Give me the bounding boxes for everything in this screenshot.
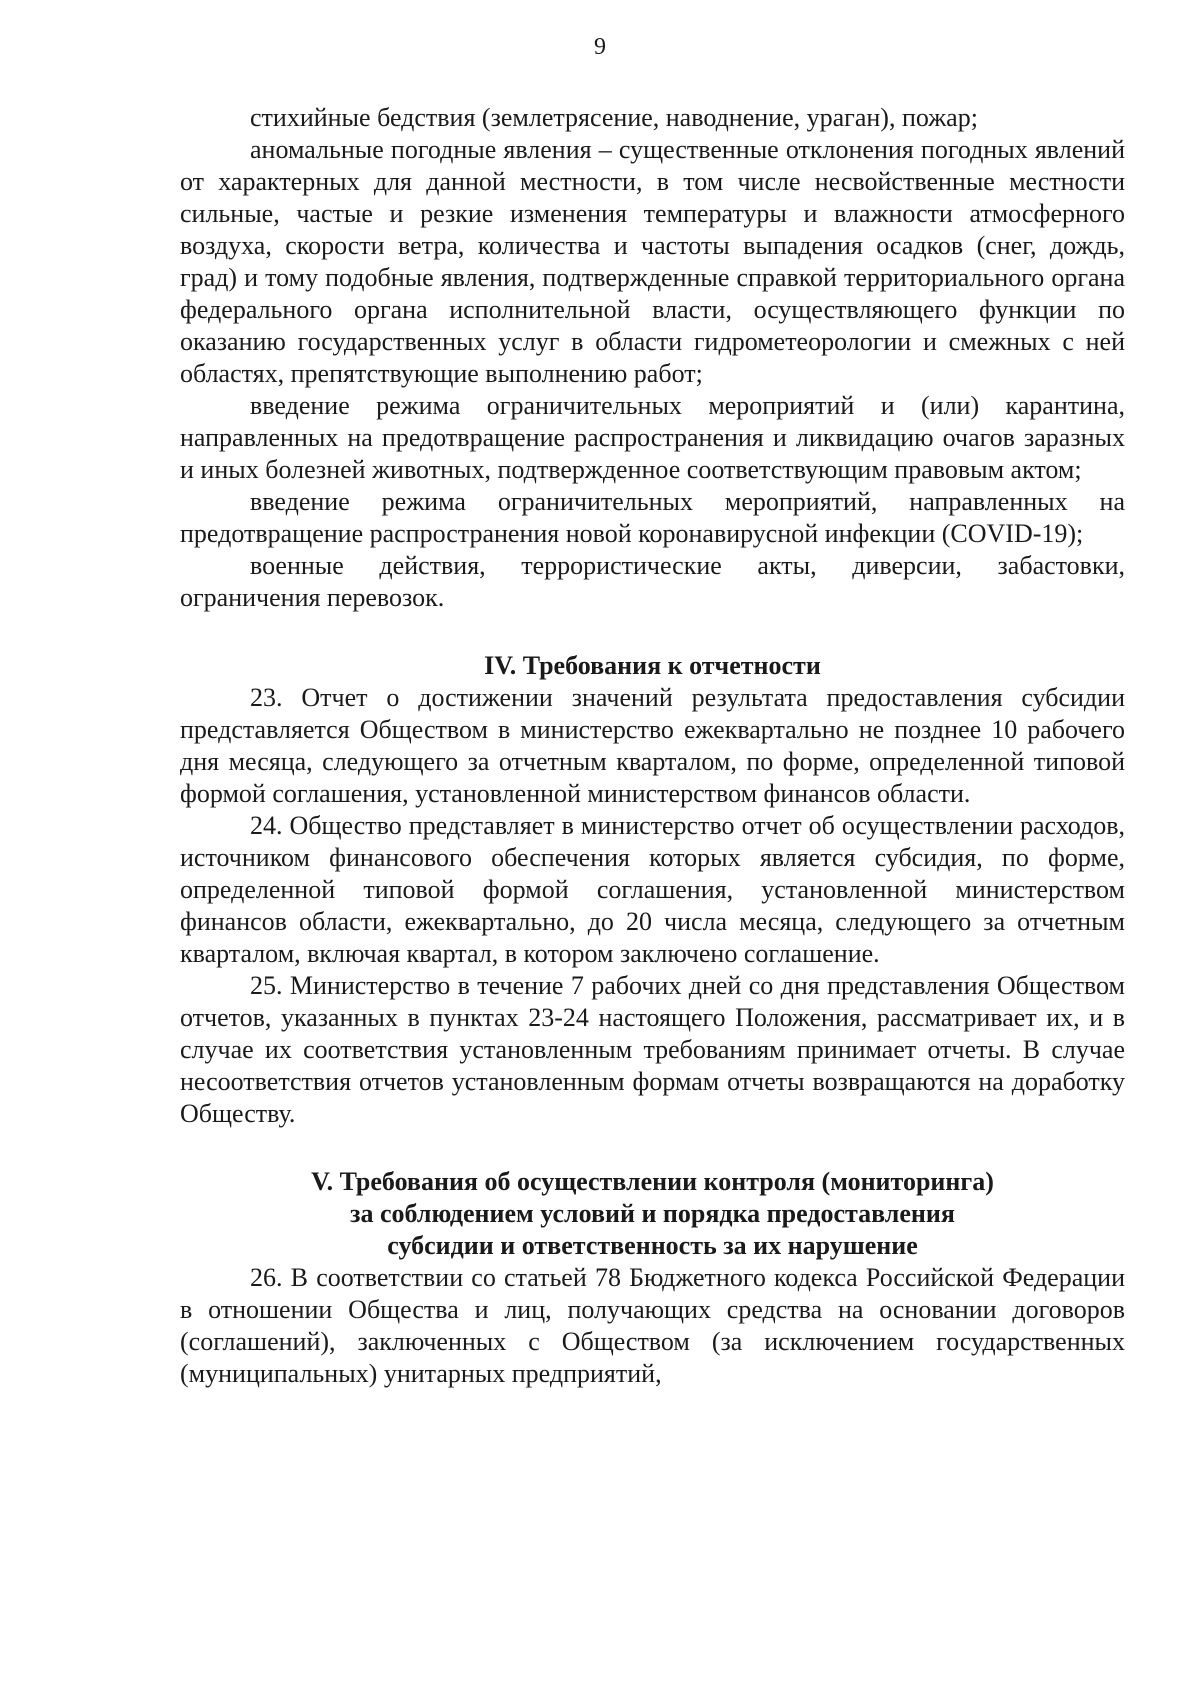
paragraph-natural-disasters: стихийные бедствия (землетрясение, наводнение, ураган), пожар;: [250, 103, 978, 132]
paragraph-covid-restrictions: введение режима ограничительных мероприятий, направленных на предотвращение распространения новой коронавирусной инфекции (COVID-19);: [180, 487, 1125, 548]
section-5-heading-line-1: V. Требования об осуществлении контроля (мониторинга): [311, 1167, 994, 1196]
paragraph-24: 24. Общество представляет в министерство отчет об осуществлении расходов, источником финансового обеспечения которых является субсидия, по форме, определенной типовой формой соглашения, установленной министерством финансов области, ежеквартально, до 20 числа месяца, следующего за отчетным кварталом, включая квартал, в котором заключено соглашение.: [180, 811, 1125, 968]
page-number: 9: [594, 34, 606, 60]
section-5-heading-line-2: за соблюдением условий и порядка предоставления: [350, 1199, 955, 1228]
paragraph-23: 23. Отчет о достижении значений результата предоставления субсидии представляется Обществом в министерство ежеквартально не позднее 10 рабочего дня месяца, следующего за отчетным кварталом, по форме, определенной типовой формой соглашения, установленной министерством финансов области.: [180, 683, 1125, 808]
document-body: [180, 102, 1125, 1390]
section-5-heading-line-3: субсидии и ответственность за их нарушение: [387, 1231, 918, 1260]
paragraph-weather-anomalies: аномальные погодные явления – существенные отклонения погодных явлений от характерных для данной местности, в том числе несвойственные местности сильные, частые и резкие изменения температуры и влажности атмосферного воздуха, скорости ветра, количества и частоты выпадения осадков (снег, дождь, град) и тому подобные явления, подтвержденные справкой территориального органа федерального органа исполнительной власти, осуществляющего функции по оказанию государственных услуг в области гидрометеорологии и смежных с ней областях, препятствующие выполнению работ;: [180, 135, 1125, 388]
paragraph-26: 26. В соответствии со статьей 78 Бюджетного кодекса Российской Федерации в отношении Общества и лиц, получающих средства на основании договоров (соглашений), заключенных с Обществом (за исключением государственных (муниципальных) унитарных предприятий,: [180, 1263, 1125, 1388]
paragraph-military-actions: военные действия, террористические акты, диверсии, забастовки, ограничения перевозок.: [180, 551, 1125, 612]
section-4-heading: IV. Требования к отчетности: [484, 651, 821, 680]
paragraph-25: 25. Министерство в течение 7 рабочих дней со дня представления Обществом отчетов, указанных в пунктах 23-24 настоящего Положения, рассматривает их, и в случае их соответствия установленным требованиям принимает отчеты. В случае несоответствия отчетов установленным формам отчеты возвращаются на доработку Обществу.: [180, 971, 1125, 1128]
paragraph-quarantine: введение режима ограничительных мероприятий и (или) карантина, направленных на предотвращение распространения и ликвидацию очагов заразных и иных болезней животных, подтвержденное соответствующим правовым актом;: [180, 391, 1125, 484]
